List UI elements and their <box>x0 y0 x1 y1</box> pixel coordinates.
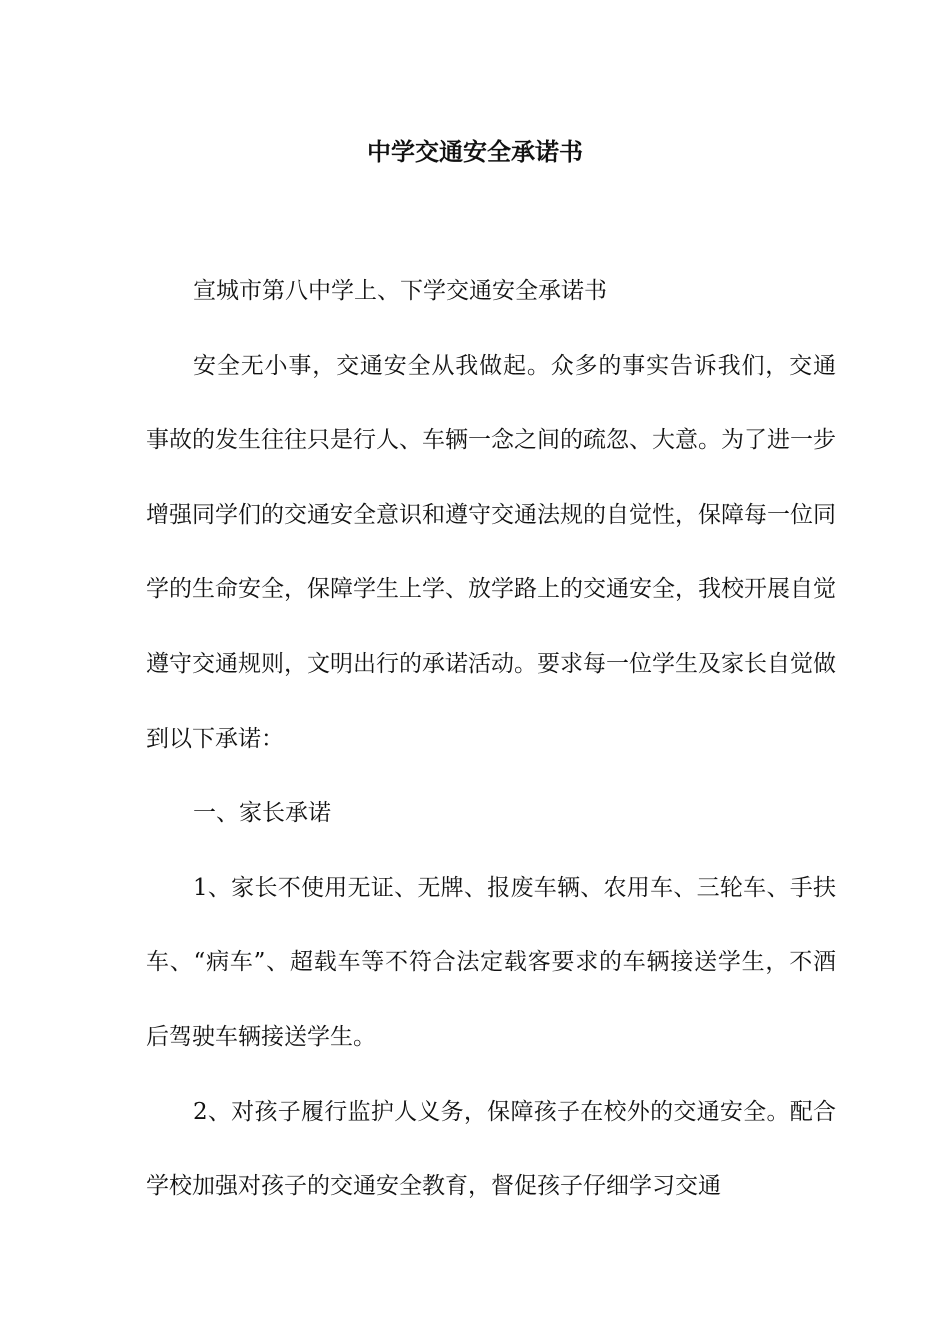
paragraph-heading-line: 宣城市第八中学上、下学交通安全承诺书 <box>193 278 607 304</box>
paragraph-intro: 安全无小事，交通安全从我做起。众多的事实告诉我们，交通事故的发生往往只是行人、车辆一念之间的疏忽、大意。为了进一步增强同学们的交通安全意识和遵守交通法规的自觉性，保障每一位同学的生命安全，保障学生上学、放学路上的交通安全，我校开展自觉遵守交通规则，文明出行的承诺活动。要求每一位学生及家长自觉做到以下承诺： <box>146 352 836 752</box>
document-body <box>146 254 836 1224</box>
section-heading-parent-promise: 一、家长承诺 <box>193 800 331 827</box>
paragraph-item-2: 2、对孩子履行监护人义务，保障孩子在校外的交通安全。配合学校加强对孩子的交通安全教育，督促孩子仔细学习交通 <box>146 1098 836 1200</box>
document-title: 中学交通安全承诺书 <box>367 137 583 166</box>
paragraph-item-1: 1、家长不使用无证、无牌、报废车辆、农用车、三轮车、手扶车、“病车”、超载车等不符合法定载客要求的车辆接送学生，不酒后驾驶车辆接送学生。 <box>146 874 836 1050</box>
